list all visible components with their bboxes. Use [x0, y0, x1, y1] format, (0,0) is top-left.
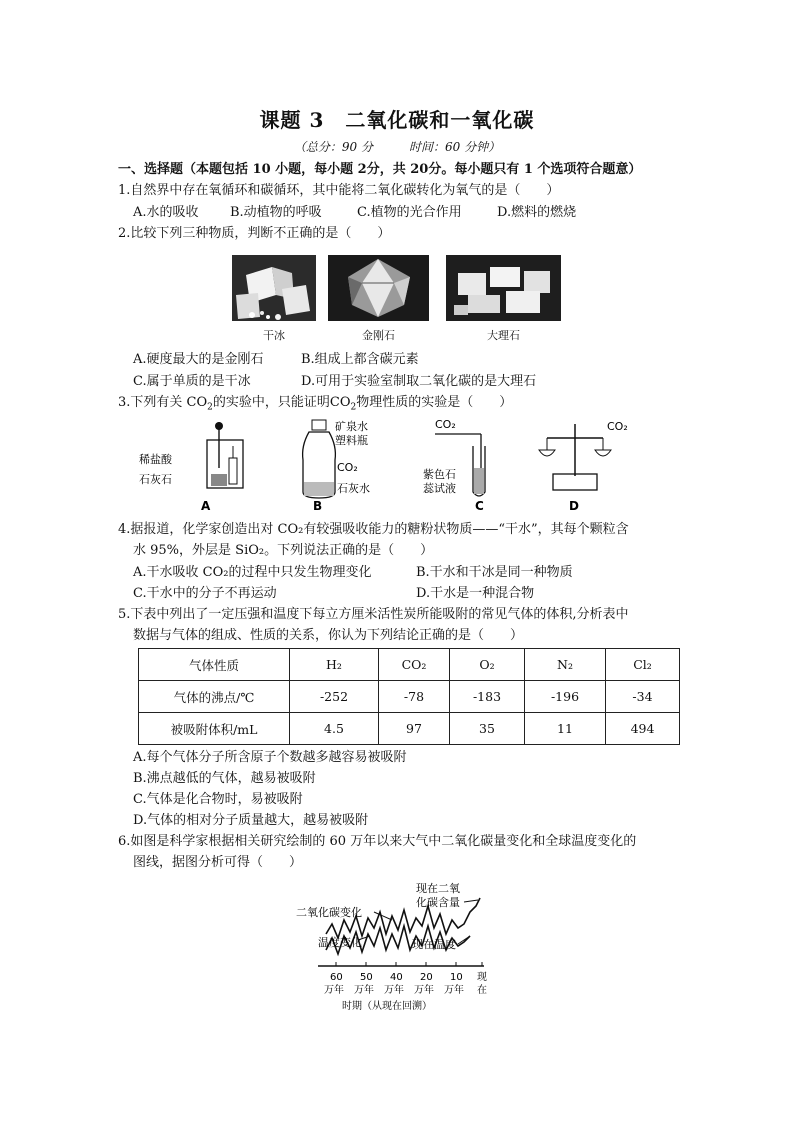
- exp-d-letter: D: [569, 499, 579, 513]
- marble-photo: [446, 255, 561, 321]
- diamond-photo: [328, 255, 429, 321]
- table-cell: N₂: [525, 649, 606, 681]
- exp-c-label-2: 蕊试液: [423, 482, 456, 495]
- experiment-b-apparatus: [303, 420, 336, 498]
- caption-diamond: 金刚石: [362, 329, 395, 342]
- table-cell: 气体性质: [139, 649, 290, 681]
- tick-label: 20: [420, 972, 433, 983]
- table-row: [139, 681, 680, 713]
- q2-option-a: A.硬度最大的是金刚石: [133, 352, 264, 367]
- q5-option-a: A.每个气体分子所含原子个数越多越容易被吸附: [133, 750, 407, 765]
- tick-label: 万年: [444, 985, 464, 996]
- experiment-a-apparatus: [207, 422, 243, 488]
- exp-b-label-co2: CO₂: [337, 461, 358, 474]
- q2-option-b: B.组成上都含碳元素: [301, 352, 419, 367]
- q4-option-a: A.干水吸收 CO₂的过程中只发生物理变化: [133, 565, 372, 580]
- exp-a-letter: A: [201, 499, 211, 513]
- q4-option-b: B.干水和干冰是同一种物质: [416, 565, 573, 580]
- experiment-d-apparatus: [539, 424, 611, 490]
- co2-now-arrow: [464, 900, 478, 902]
- q1-option-a: A.水的吸收: [133, 205, 199, 220]
- q4-option-c: C.干水中的分子不再运动: [133, 586, 277, 601]
- table-cell: 35: [450, 713, 525, 745]
- question-2-stem: 2.比较下列三种物质，判断不正确的是（ ）: [118, 226, 391, 241]
- tick-label: 万年: [324, 985, 344, 996]
- q1-option-d: D.燃料的燃烧: [497, 205, 577, 220]
- question-6-stem-line1: 6.如图是科学家根据相关研究绘制的 60 万年以来大气中二氧化碳量变化和全球温度变化的: [118, 834, 637, 849]
- q4-option-d: D.干水是一种混合物: [416, 586, 535, 601]
- q5-option-d: D.气体的相对分子质量越大，越易被吸附: [133, 813, 369, 828]
- tick-label: 万年: [354, 985, 374, 996]
- dry-ice-photo: [232, 255, 316, 321]
- question-5-stem-line2: 数据与气体的组成、性质的关系，你认为下列结论正确的是（ ）: [133, 628, 524, 643]
- table-cell: -196: [525, 681, 606, 713]
- x-axis-title: 时期（从现在回溯）: [342, 1001, 432, 1012]
- question-1-stem: 1.自然界中存在氧循环和碳循环，其中能将二氧化碳转化为氧气的是（ ）: [118, 183, 560, 198]
- exp-b-label-limewater: 石灰水: [337, 482, 370, 495]
- tick-label: 60: [330, 972, 343, 983]
- question-6-stem-line2: 图线，据图分析可得（ ）: [133, 855, 303, 870]
- exp-c-label-1: 紫色石: [423, 468, 456, 481]
- question-5-stem-line1: 5.下表中列出了一定压强和温度下每立方厘米活性炭所能吸附的常见气体的体积,分析表中: [118, 607, 629, 622]
- tick-label: 40: [390, 972, 403, 983]
- q1-option-b: B.动植物的呼吸: [230, 205, 322, 220]
- question-3-stem: 3.下列有关 $CO_2$的实验中，只能证明$CO_2$物理性质的实验是（ ）: [118, 395, 513, 413]
- caption-marble: 大理石: [487, 329, 520, 342]
- table-cell: H₂: [290, 649, 379, 681]
- co2-temperature-graph: [288, 876, 508, 1014]
- table-cell: Cl₂: [606, 649, 680, 681]
- table-cell: 494: [606, 713, 680, 745]
- tick-label: 现: [477, 972, 487, 983]
- caption-dry-ice: 干冰: [263, 329, 285, 342]
- table-cell: -34: [606, 681, 680, 713]
- table-cell: CO₂: [379, 649, 450, 681]
- label-temp-now: 现在温度: [412, 938, 456, 951]
- gas-adsorption-table: [138, 648, 680, 745]
- q2-option-d: D.可用于实验室制取二氧化碳的是大理石: [301, 374, 537, 389]
- q5-option-c: C.气体是化合物时，易被吸附: [133, 792, 303, 807]
- table-cell: -183: [450, 681, 525, 713]
- label-co2-now-1: 现在二氧: [416, 882, 460, 895]
- exp-c-label-co2: CO₂: [435, 418, 456, 431]
- tick-label: 在: [477, 985, 487, 996]
- tick-label: 万年: [384, 985, 404, 996]
- co2-experiments-figure: [135, 416, 635, 514]
- question-4-stem-line1: 4.据报道，化学家创造出对 CO₂有较强吸收能力的糖粉状物质——“干水”，其每个颗粒含: [118, 522, 629, 537]
- label-temp-change: 温度变化: [318, 936, 362, 949]
- label-co2-change: 二氧化碳变化: [296, 906, 362, 919]
- table-cell: 11: [525, 713, 606, 745]
- tick-label: 万年: [414, 985, 434, 996]
- table-cell: -78: [379, 681, 450, 713]
- exp-b-label-2: 塑料瓶: [335, 434, 368, 447]
- exp-d-label-co2: CO₂: [607, 420, 628, 433]
- table-cell: 气体的沸点/℃: [139, 681, 290, 713]
- exp-b-label-1: 矿泉水: [335, 420, 368, 433]
- question-4-stem-line2: 水 95%，外层是 SiO₂。下列说法正确的是（ ）: [133, 543, 434, 558]
- section-heading: 一、选择题（本题包括 10 小题，每小题 2分，共 20分。每小题只有 1 个选项符合题意）: [118, 162, 642, 177]
- table-cell: -252: [290, 681, 379, 713]
- page-title: 课题 3 二氧化碳和一氧化碳: [259, 108, 535, 132]
- exp-c-letter: C: [475, 499, 484, 513]
- tick-label: 50: [360, 972, 373, 983]
- q5-option-b: B.沸点越低的气体，越易被吸附: [133, 771, 316, 786]
- table-cell: 97: [379, 713, 450, 745]
- q1-option-c: C.植物的光合作用: [357, 205, 462, 220]
- q2-option-c: C.属于单质的是干冰: [133, 374, 251, 389]
- table-cell: O₂: [450, 649, 525, 681]
- page-subtitle: （总分：90 分 时间：60 分钟）: [293, 140, 501, 154]
- table-header-row: [139, 649, 680, 681]
- exp-a-label-limestone: 石灰石: [139, 473, 172, 486]
- table-row: [139, 713, 680, 745]
- table-cell: 4.5: [290, 713, 379, 745]
- exp-a-label-hcl: 稀盐酸: [139, 453, 172, 466]
- label-co2-now-2: 化碳含量: [416, 896, 460, 909]
- tick-label: 10: [450, 972, 463, 983]
- exp-b-letter: B: [313, 499, 323, 513]
- table-cell: 被吸附体积/mL: [139, 713, 290, 745]
